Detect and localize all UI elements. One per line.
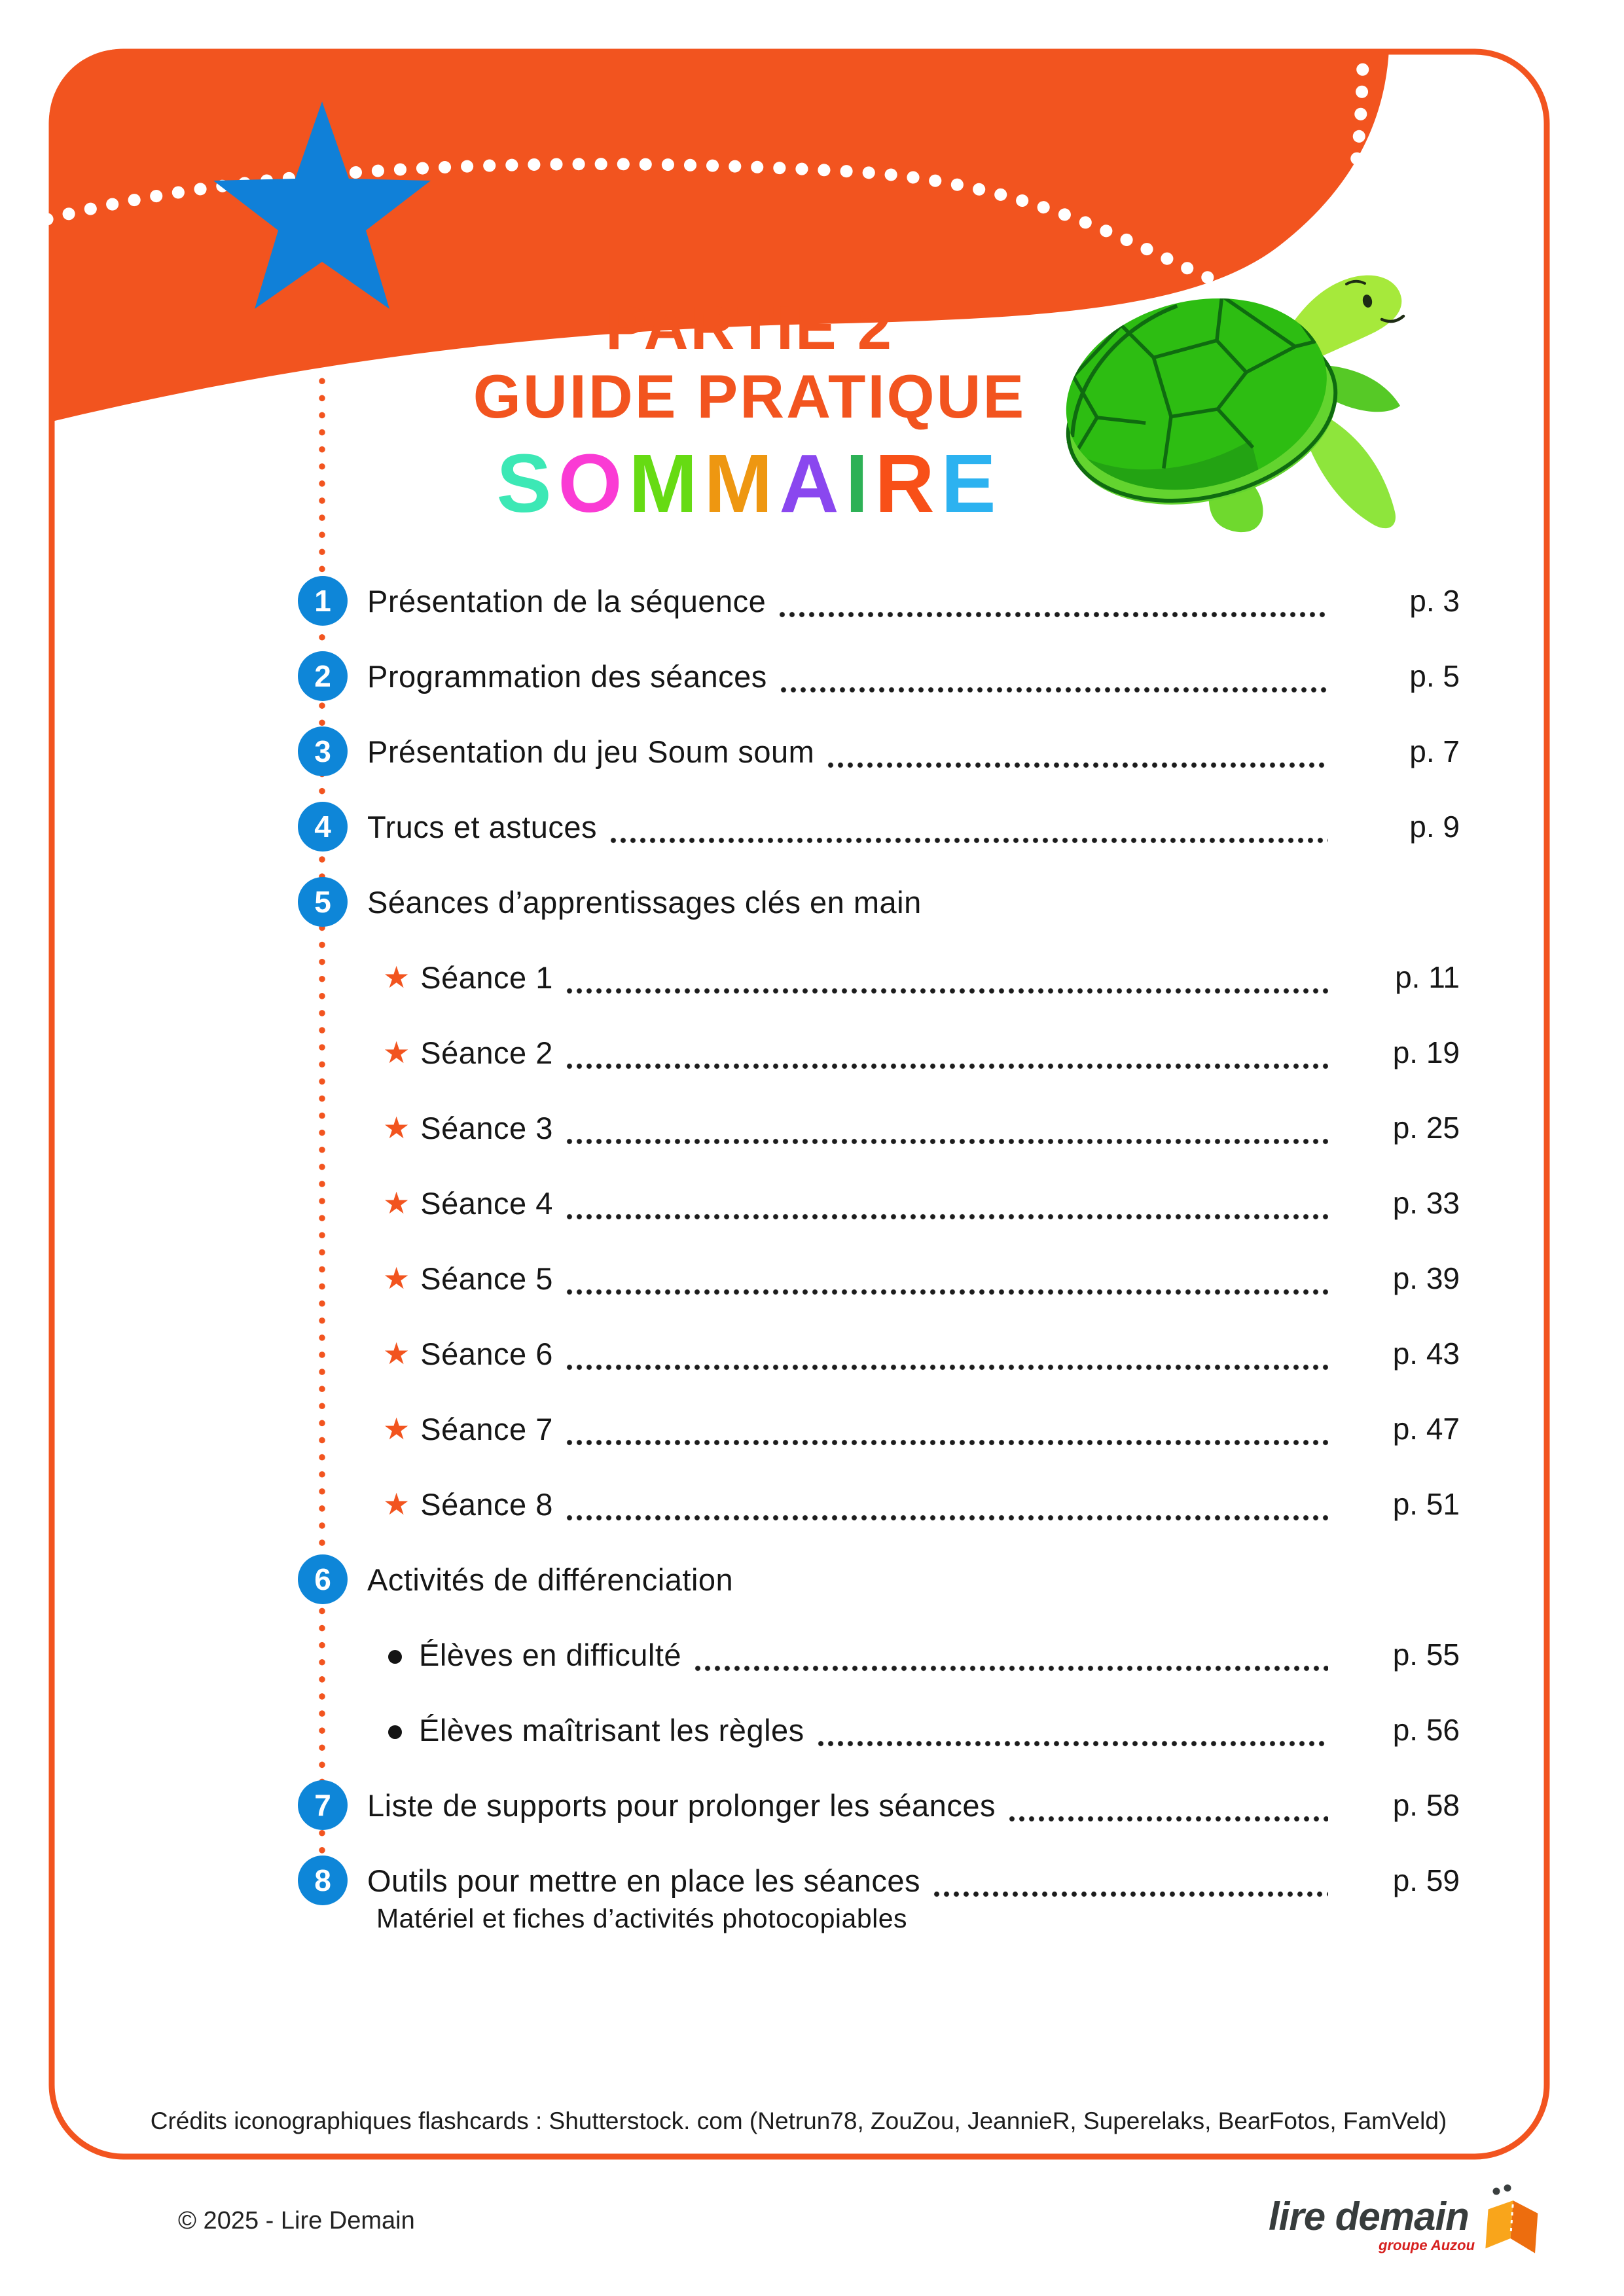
dot-leader — [779, 611, 1328, 618]
publisher-logo-subtext: groupe Auzou — [1379, 2237, 1475, 2253]
page-number: p. 43 — [1392, 1336, 1460, 1371]
dot-leader — [780, 687, 1328, 693]
toc-row — [383, 1401, 1460, 1456]
dot-leader — [566, 1213, 1328, 1220]
star-bullet-icon: ★ — [383, 1487, 410, 1521]
dot-leader — [566, 1138, 1328, 1145]
toc-row — [298, 724, 1460, 779]
star-bullet-icon: ★ — [383, 1336, 410, 1371]
toc-item-label: Séances d’apprentissages clés en main — [367, 884, 922, 920]
credits-line: Crédits iconographiques flashcards : Shutterstock. com (Netrun78, ZouZou, JeannieR, Superelaks, BearFotos, FamVeld) — [150, 2108, 1447, 2134]
toc-item-label: Séance 7 — [420, 1411, 553, 1446]
toc-item-label: Séance 8 — [420, 1486, 553, 1522]
page-number: p. 51 — [1392, 1487, 1460, 1521]
toc-item-label: Liste de supports pour prolonger les séances — [367, 1787, 996, 1823]
dot-leader — [695, 1665, 1328, 1672]
publisher-logo-text: lire demain — [1269, 2195, 1469, 2238]
toc-item-label: Outils pour mettre en place les séances — [367, 1863, 921, 1898]
sommaire-letter: E — [941, 437, 1003, 529]
dot-bullet-icon — [388, 1725, 402, 1739]
dot-leader — [827, 762, 1328, 768]
star-bullet-icon: ★ — [383, 1186, 410, 1220]
dot-leader — [566, 1515, 1328, 1521]
sommaire-letter: M — [628, 437, 704, 529]
page-number: p. 9 — [1409, 810, 1460, 844]
toc-row — [383, 1025, 1460, 1080]
dot-leader — [610, 837, 1328, 844]
page-number: p. 33 — [1392, 1186, 1460, 1220]
toc-item-label: Programmation des séances — [367, 658, 767, 694]
toc-row — [298, 1778, 1460, 1833]
star-bullet-icon: ★ — [383, 1111, 410, 1145]
toc-row — [298, 649, 1460, 704]
dot-leader — [1009, 1816, 1328, 1822]
dot-leader — [566, 1063, 1328, 1069]
star-bullet-icon: ★ — [383, 1261, 410, 1295]
toc-item-label: Séance 6 — [420, 1336, 553, 1371]
part-label: PARTIE 2 — [605, 293, 894, 362]
dot-bullet-icon — [388, 1650, 402, 1664]
toc-item-label: Séance 4 — [420, 1185, 553, 1221]
open-book-logo-icon — [1477, 2183, 1545, 2265]
toc-row — [383, 1100, 1460, 1155]
toc-item-label: Séance 3 — [420, 1110, 553, 1145]
copyright-text: © 2025 - Lire Demain — [178, 2207, 415, 2234]
page-number: p. 7 — [1409, 734, 1460, 768]
star-bullet-icon: ★ — [383, 960, 410, 994]
sommaire-letter: S — [496, 437, 558, 529]
sommaire-letter: R — [875, 437, 941, 529]
publisher-logo — [1269, 2183, 1550, 2275]
toc-item-label: Élèves maîtrisant les règles — [419, 1712, 804, 1748]
toc-item-label: Séance 1 — [420, 960, 553, 995]
toc-row — [383, 1702, 1460, 1757]
page-number: p. 56 — [1392, 1713, 1460, 1747]
page-number: p. 3 — [1409, 584, 1460, 618]
page-number: p. 11 — [1395, 960, 1460, 994]
page-number: p. 47 — [1392, 1412, 1460, 1446]
dot-leader — [566, 988, 1328, 994]
toc-item-label: Activités de différenciation — [367, 1562, 734, 1597]
star-bullet-icon: ★ — [383, 1412, 410, 1446]
page-number: p. 59 — [1392, 1863, 1460, 1897]
dot-leader — [566, 1364, 1328, 1371]
toc-row — [383, 1175, 1460, 1230]
toc-item-label: Séance 5 — [420, 1261, 553, 1296]
toc-item-label: Présentation du jeu Soum soum — [367, 734, 815, 769]
toc-item-label: Présentation de la séquence — [367, 583, 767, 619]
toc-item-subtitle: Matériel et fiches d’activités photocopiables — [376, 1903, 908, 1933]
sommaire-letter: M — [704, 437, 780, 529]
item-number-badge: 6 — [298, 1554, 348, 1604]
item-number-badge: 8 — [298, 1856, 348, 1905]
item-number-badge: 4 — [298, 802, 348, 852]
item-number-badge: 5 — [298, 877, 348, 927]
toc-row — [298, 1552, 1460, 1607]
toc-row — [383, 1477, 1460, 1532]
toc-item-label: Élèves en difficulté — [419, 1637, 682, 1672]
item-number-badge: 3 — [298, 726, 348, 776]
star-bullet-icon: ★ — [383, 1035, 410, 1069]
toc-item-label: Trucs et astuces — [367, 809, 598, 844]
dot-leader — [566, 1439, 1328, 1446]
dot-leader — [818, 1740, 1328, 1747]
toc-item-label: Séance 2 — [420, 1035, 553, 1070]
item-number-badge: 1 — [298, 576, 348, 626]
toc-row — [298, 1853, 1460, 1908]
page-number: p. 5 — [1409, 659, 1460, 693]
item-number-badge: 2 — [298, 651, 348, 701]
toc-row — [383, 950, 1460, 1005]
sommaire-letter: O — [558, 437, 629, 529]
toc-row — [383, 1627, 1460, 1682]
toc-row — [298, 573, 1460, 628]
part-title: GUIDE PRATIQUE — [473, 362, 1026, 431]
dot-leader — [566, 1289, 1328, 1295]
page-number: p. 58 — [1392, 1788, 1460, 1822]
item-number-badge: 7 — [298, 1780, 348, 1830]
dot-leader — [933, 1891, 1328, 1897]
page-number: p. 25 — [1392, 1111, 1460, 1145]
sommaire-letter: A — [779, 437, 846, 529]
page-number: p. 55 — [1392, 1638, 1460, 1672]
page-number: p. 39 — [1392, 1261, 1460, 1295]
toc-row — [298, 799, 1460, 854]
toc-row — [383, 1251, 1460, 1306]
toc-row — [383, 1326, 1460, 1381]
sommaire-letter: I — [845, 437, 875, 529]
toc-row — [298, 874, 1460, 929]
page-number: p. 19 — [1392, 1035, 1460, 1069]
